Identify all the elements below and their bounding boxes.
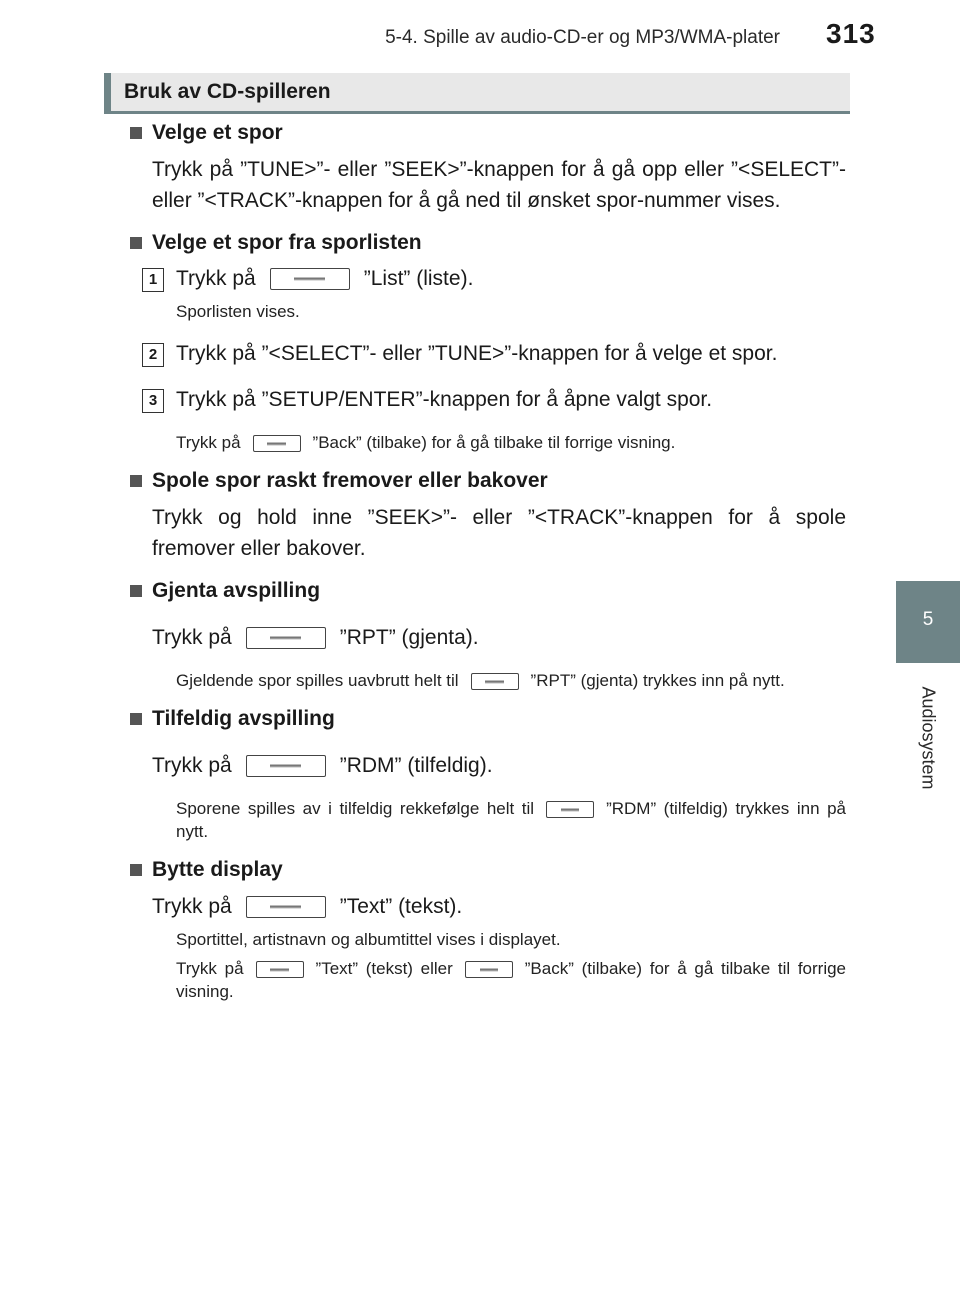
step-3: 3 Trykk på ”SETUP/ENTER”-knappen for å åpne valgt spor. bbox=[130, 385, 846, 415]
note-display-1: Sportittel, artistnavn og albumtittel vises i displayet. bbox=[176, 930, 561, 949]
page-number: 313 bbox=[826, 18, 876, 49]
note-display-2: Trykk på ”Text” (tekst) eller ”Back” (tilbake) for å gå tilbake til forrige visning. bbox=[176, 959, 847, 1001]
heading-select-track: Velge et spor bbox=[130, 118, 846, 148]
paragraph-fast-forward: Trykk og hold inne ”SEEK>”- eller ”<TRACK”-knappen for å spole fremover eller bakover. bbox=[152, 506, 846, 560]
main-content bbox=[130, 118, 846, 1003]
chapter-tab bbox=[896, 581, 960, 663]
running-header: 5-4. Spille av audio-CD-er og MP3/WMA-plater bbox=[385, 27, 780, 48]
note-step-1: Sporlisten vises. bbox=[176, 302, 300, 321]
bullet-square-icon bbox=[130, 127, 142, 139]
screen-button-icon bbox=[246, 755, 326, 777]
screen-button-icon bbox=[546, 801, 594, 818]
step-number: 3 bbox=[142, 389, 164, 413]
section-bar bbox=[104, 73, 850, 114]
step-1: 1 Trykk på ”List” (liste). bbox=[130, 264, 846, 294]
heading-repeat: Gjenta avspilling bbox=[130, 576, 846, 606]
note-random: Sporene spilles av i tilfeldig rekkefølge helt til ”RDM” (tilfeldig) trykkes inn på nytt. bbox=[176, 799, 846, 841]
chapter-label-text: Audiosystem bbox=[918, 686, 939, 790]
heading-random: Tilfeldig avspilling bbox=[130, 704, 846, 734]
screen-button-icon bbox=[256, 961, 304, 978]
heading-track-list: Velge et spor fra sporlisten bbox=[130, 228, 846, 258]
bullet-square-icon bbox=[130, 713, 142, 725]
heading-display: Bytte display bbox=[130, 855, 846, 885]
section-title: Bruk av CD-spilleren bbox=[124, 80, 331, 103]
note-back: Trykk på ”Back” (tilbake) for å gå tilbake til forrige visning. bbox=[176, 433, 676, 452]
bullet-square-icon bbox=[130, 475, 142, 487]
chapter-number: 5 bbox=[922, 609, 934, 630]
bullet-square-icon bbox=[130, 237, 142, 249]
screen-button-icon bbox=[471, 673, 519, 690]
screen-button-icon bbox=[465, 961, 513, 978]
paragraph-select-track: Trykk på ”TUNE>”- eller ”SEEK>”-knappen for å gå opp eller ”<SELECT”- eller ”<TRACK”-knappen for å gå ned til ønsket spor-nummer vises. bbox=[152, 158, 846, 212]
step-number: 1 bbox=[142, 268, 164, 292]
chapter-label bbox=[896, 663, 960, 813]
screen-button-icon bbox=[270, 268, 350, 290]
bullet-square-icon bbox=[130, 585, 142, 597]
note-repeat: Gjeldende spor spilles uavbrutt helt til ”RPT” (gjenta) trykkes inn på nytt. bbox=[176, 671, 785, 690]
paragraph-display: Trykk på ”Text” (tekst). bbox=[152, 895, 463, 918]
section-bar-accent bbox=[104, 73, 111, 111]
screen-button-icon bbox=[246, 627, 326, 649]
step-number: 2 bbox=[142, 343, 164, 367]
screen-button-icon bbox=[246, 896, 326, 918]
bullet-square-icon bbox=[130, 864, 142, 876]
paragraph-random: Trykk på ”RDM” (tilfeldig). bbox=[152, 754, 493, 777]
heading-fast-forward: Spole spor raskt fremover eller bakover bbox=[130, 466, 846, 496]
screen-button-icon bbox=[253, 435, 301, 452]
step-2: 2 Trykk på ”<SELECT”- eller ”TUNE>”-knappen for å velge et spor. bbox=[130, 339, 846, 369]
paragraph-repeat: Trykk på ”RPT” (gjenta). bbox=[152, 626, 479, 649]
